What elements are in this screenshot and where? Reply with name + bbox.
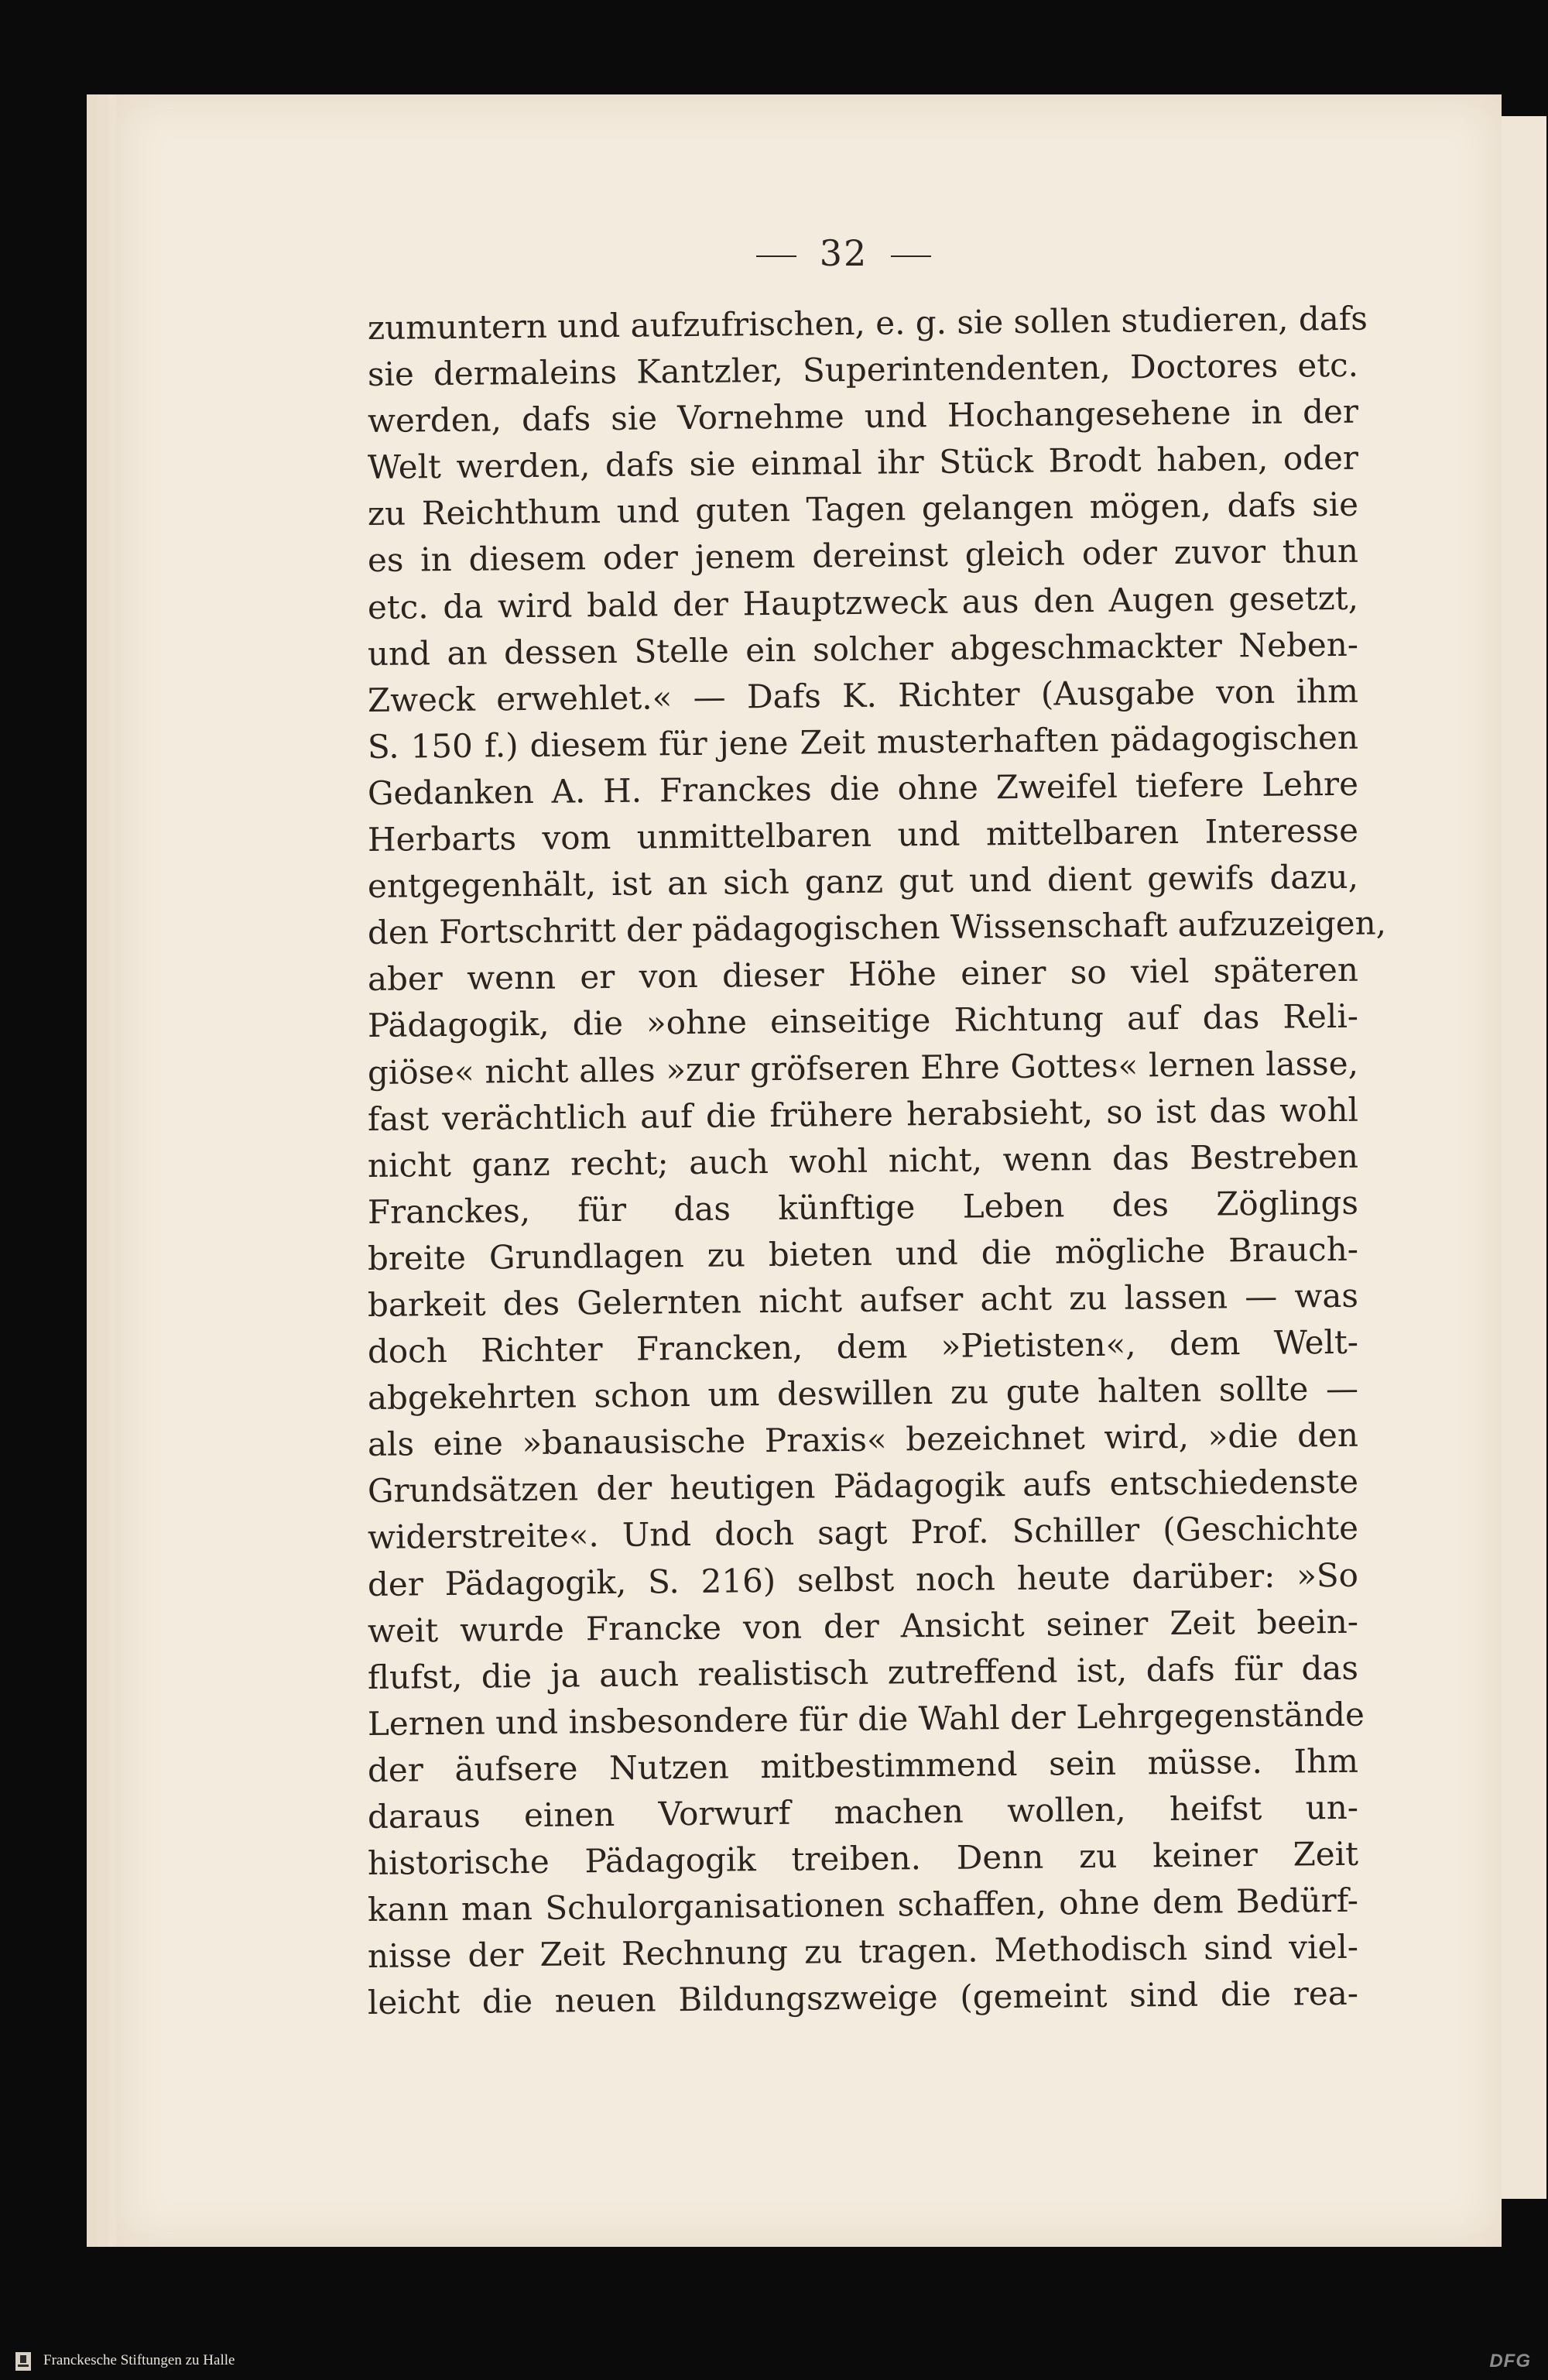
body-text	[367, 299, 1387, 2026]
text-line: etc. da wird bald der Hauptzweck aus den Augen gesetzt,	[367, 578, 1359, 626]
text-line: als eine »banausische Praxis« bezeichnet wird, »die den	[367, 1415, 1359, 1464]
institution-logo-icon	[14, 2351, 33, 2372]
text-line: zu Reichthum und guten Tagen gelangen mögen, dafs sie	[367, 485, 1359, 533]
text-line: und an dessen Stelle ein solcher abgeschmackter Neben-	[367, 625, 1359, 673]
text-line: giöse« nicht alles »zur gröfseren Ehre Gottes« lernen lasse,	[367, 1044, 1359, 1092]
text-line: fast verächtlich auf die frühere herabsieht, so ist das wohl	[367, 1090, 1359, 1138]
text-line: leicht die neuen Bildungszweige (gemeint sind die rea-	[367, 1974, 1359, 2022]
text-line: es in diesem oder jenem dereinst gleich oder zuvor thun	[367, 532, 1359, 580]
text-line: abgekehrten schon um deswillen zu gute halten sollte —	[367, 1369, 1359, 1418]
text-line: barkeit des Gelernten nicht aufser acht zu lassen — was	[367, 1276, 1359, 1324]
page-edge	[98, 94, 109, 2247]
text-line: entgegenhält, ist an sich ganz gut und dient gewifs dazu,	[367, 857, 1359, 906]
institution-name[interactable]: Franckesche Stiftungen zu Halle	[43, 2352, 235, 2368]
text-line: zumuntern und aufzufrischen, e. g. sie sollen studieren, dafs	[367, 299, 1368, 347]
text-line: Franckes, für das künftige Leben des Zöglings	[367, 1183, 1359, 1231]
text-line: werden, dafs sie Vornehme und Hochangesehene in der	[367, 392, 1359, 441]
text-line: nisse der Zeit Rechnung zu tragen. Methodisch sind viel-	[367, 1927, 1359, 1976]
text-line: flufst, die ja auch realistisch zutreffend ist, dafs für das	[367, 1648, 1359, 1696]
page-number	[697, 232, 991, 274]
text-line: kann man Schulorganisationen schaffen, ohne dem Bedürf-	[367, 1881, 1359, 1929]
text-line: daraus einen Vorwurf machen wollen, heifst un-	[367, 1788, 1359, 1836]
text-line: S. 150 f.) diesem für jene Zeit musterhaften pädagogischen	[367, 718, 1359, 766]
text-line: doch Richter Francken, dem »Pietisten«, dem Welt-	[367, 1322, 1359, 1371]
text-line: Herbarts vom unmittelbaren und mittelbaren Interesse	[367, 811, 1359, 859]
text-line: weit wurde Francke von der Ansicht seiner Zeit beein-	[367, 1602, 1359, 1650]
text-line: der äufsere Nutzen mitbestimmend sein müsse. Ihm	[367, 1741, 1359, 1789]
text-line: der Pädagogik, S. 216) selbst noch heute darüber: »So	[367, 1555, 1359, 1603]
text-line: nicht ganz recht; auch wohl nicht, wenn das Bestreben	[367, 1137, 1359, 1185]
text-line: aber wenn er von dieser Höhe einer so viel späteren	[367, 951, 1359, 999]
text-line: Grundsätzen der heutigen Pädagogik aufs entschiedenste	[367, 1463, 1359, 1511]
page-number-dash-right	[891, 255, 931, 257]
text-line: Welt werden, dafs sie einmal ihr Stück Brodt haben, oder	[367, 438, 1359, 487]
dfg-logo: DFG	[1489, 2351, 1531, 2371]
page-edge	[87, 94, 98, 2247]
page-number-dash-left	[756, 255, 796, 257]
text-line: Zweck erwehlet.« — Dafs K. Richter (Ausgabe von ihm	[367, 671, 1359, 719]
page-number-value: 32	[819, 232, 868, 274]
text-line: sie dermaleins Kantzler, Superintendenten, Doctores etc.	[367, 345, 1359, 394]
text-line: Pädagogik, die »ohne einseitige Richtung auf das Reli-	[367, 997, 1359, 1045]
facing-page-edge	[1495, 116, 1546, 2199]
text-line: widerstreite«. Und doch sagt Prof. Schiller (Geschichte	[367, 1509, 1359, 1557]
text-line: Lernen und insbesondere für die Wahl der Lehrgegenstände	[367, 1695, 1365, 1743]
text-line: breite Grundlagen zu bieten und die mögliche Brauch-	[367, 1229, 1359, 1277]
text-line: Gedanken A. H. Franckes die ohne Zweifel tiefere Lehre	[367, 764, 1359, 812]
text-line: historische Pädagogik treiben. Denn zu keiner Zeit	[367, 1834, 1359, 1883]
text-line: den Fortschritt der pädagogischen Wissenschaft aufzuzeigen,	[367, 904, 1387, 952]
